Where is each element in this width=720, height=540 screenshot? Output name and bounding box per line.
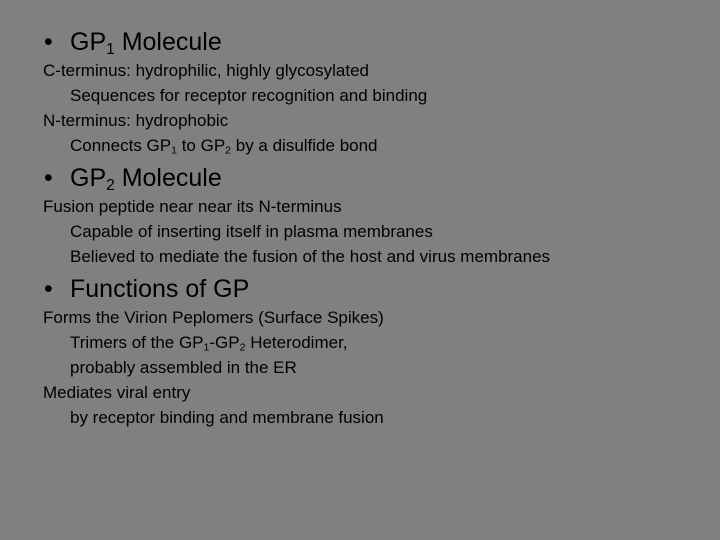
text-line: Connects $GP_1$ to $GP_2$ by a disulfide bond bbox=[70, 136, 378, 157]
heading-text: $GP_1$ Molecule bbox=[70, 28, 222, 58]
text-line: Trimers of the $GP_1-GP_2$ Heterodimer, bbox=[70, 333, 348, 354]
heading-gp1-molecule bbox=[44, 27, 222, 57]
heading-text: Functions of GP bbox=[70, 275, 250, 303]
heading-text: $GP_2$ Molecule bbox=[70, 164, 222, 194]
text-line: C-terminus: hydrophilic, highly glycosylated bbox=[43, 61, 369, 80]
bullet-icon: • bbox=[44, 275, 53, 303]
text-line: Fusion peptide near near its N-terminus bbox=[43, 197, 342, 216]
heading-functions-of-gp bbox=[44, 274, 249, 304]
bullet-icon: • bbox=[44, 28, 53, 56]
bullet-icon: • bbox=[44, 164, 53, 192]
text-line: Believed to mediate the fusion of the host and virus membranes bbox=[70, 247, 551, 266]
text-line: Forms the Virion Peplomers (Surface Spikes) bbox=[43, 308, 384, 327]
text-line: Mediates viral entry bbox=[43, 383, 191, 402]
text-line: Capable of inserting itself in plasma membranes bbox=[70, 222, 433, 241]
heading-gp2-molecule bbox=[44, 163, 222, 193]
text-line: probably assembled in the ER bbox=[70, 358, 297, 377]
text-line: by receptor binding and membrane fusion bbox=[70, 408, 384, 427]
text-line: Sequences for receptor recognition and binding bbox=[70, 86, 428, 105]
text-line: N-terminus: hydrophobic bbox=[43, 111, 229, 130]
